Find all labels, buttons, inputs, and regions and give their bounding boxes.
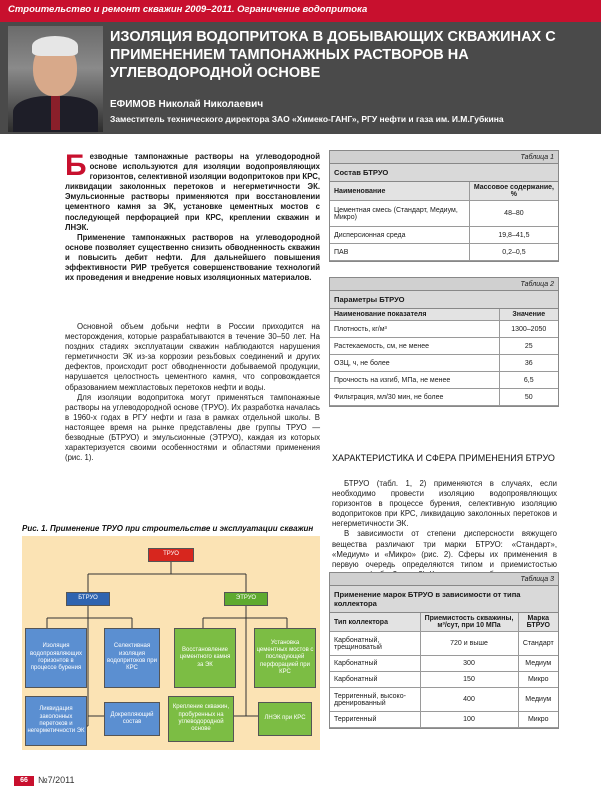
table-cell: Терригенный (330, 712, 420, 728)
table-row (330, 672, 558, 688)
table-cell: 400 (420, 688, 518, 712)
figure-diagram (22, 536, 320, 750)
body-text-left (65, 322, 320, 463)
body-paragraph-1: Основной объем добычи нефти в России приходится на месторождения, которые разрабатываются в течение 30–50 лет. На поздних стадиях эксплуатации скважин наблюдаются нарушения герметичности ЭК из-за коррозии резьбовых соединений и других дефектов, происходит рост обводненности добываемой продукции, нарушается целостность цементного камня, что сопровождается образованием межпластовых перетоков нефти и воды. (65, 322, 320, 392)
table-row (330, 321, 558, 338)
table-2-title: Параметры БТРУО (330, 291, 558, 309)
running-header-bar (0, 0, 601, 22)
table-1 (329, 150, 559, 262)
table-3 (329, 572, 559, 729)
table-row (330, 338, 558, 355)
node-etruo-restore: Восстановление цементного камня за ЭК (174, 628, 236, 688)
table-cell: 6,5 (499, 372, 558, 389)
author-photo (8, 26, 103, 132)
node-btruo-isolation: Изоляция водопроявляющих горизонтов в процессе бурения (25, 628, 87, 688)
table-3-caption: Таблица 3 (330, 573, 558, 586)
figure-caption: Рис. 1. Применение ТРУО при строительстве и эксплуатации скважин (22, 524, 314, 533)
body-text-right (332, 479, 557, 580)
drop-cap: Б (65, 149, 87, 182)
table-3-head-type: Тип коллектора (330, 613, 420, 632)
page-number: 66 (14, 776, 34, 786)
table-row (330, 244, 558, 261)
table-1-title: Состав БТРУО (330, 164, 558, 182)
table-cell: Микро (518, 672, 558, 688)
running-title: Строительство и ремонт скважин 2009–2011. Ограничение водопритока (8, 4, 368, 15)
table-cell: 1300–2050 (499, 321, 558, 338)
table-2-caption: Таблица 2 (330, 278, 558, 291)
table-3-title: Применение марок БТРУО в зависимости от типа коллектора (330, 586, 558, 613)
table-cell: ОЗЦ, ч, не более (330, 355, 499, 372)
table-cell: Медиум (518, 656, 558, 672)
node-btruo-additional: Докрепляющий состав (104, 702, 160, 736)
table-row (330, 201, 558, 227)
table-row (330, 656, 558, 672)
table-2 (329, 277, 559, 407)
table-cell: 720 и выше (420, 632, 518, 656)
table-row (330, 355, 558, 372)
table-1-head-content: Массовое содержание, % (469, 182, 558, 201)
table-cell: Терригенный, высоко-дренированный (330, 688, 420, 712)
author-name: ЕФИМОВ Николай Николаевич (110, 99, 264, 110)
table-cell: Стандарт (518, 632, 558, 656)
node-truo: ТРУО (148, 548, 194, 562)
table-row (330, 389, 558, 406)
table-cell: 19,8–41,5 (469, 227, 558, 244)
section-heading: ХАРАКТЕРИСТИКА И СФЕРА ПРИМЕНЕНИЯ БТРУО (332, 453, 555, 463)
table-cell: Дисперсионная среда (330, 227, 469, 244)
lead-paragraph-2: Применение тампонажных растворов на углеводородной основе позволяет существенно снизить обводненность скважин и повысить дебит нефти. Для дальнейшего повышения эффективности РИР требуется совершенствование технологий их проведения и внедрение новых изоляционных материалов. (65, 232, 320, 283)
node-btruo-liquidation: Ликвидация заколонных перетоков и негерметичности ЭК (25, 696, 87, 746)
body-paragraph-2: Для изоляции водопритока могут применяться тампонажные растворы на углеводородной основе (ТРУО). Их разработка началась в 1960-х годах в РГУ нефти и газа в рамках отдельной школы. В настоящее время на рынке представлены две группы ТРУО — безводные (БТРУО) и эмульсионные (ЭТРУО), каждая из которых характеризуется своими особенностями и областями применения (рис. 1). (65, 392, 320, 463)
node-etruo-bridges: Установка цементных мостов с последующей перфорацией при КРС (254, 628, 316, 688)
table-cell: Прочность на изгиб, МПа, не менее (330, 372, 499, 389)
node-btruo-selective: Селективная изоляция водопритоков при КРС (104, 628, 160, 688)
table-cell: 48–80 (469, 201, 558, 227)
table-cell: 25 (499, 338, 558, 355)
table-cell: Растекаемость, см, не менее (330, 338, 499, 355)
table-cell: Фильтрация, мл/30 мин, не более (330, 389, 499, 406)
issue-number: №7/2011 (38, 775, 75, 785)
table-cell: Микро (518, 712, 558, 728)
table-cell: 100 (420, 712, 518, 728)
table-cell: Карбонатный (330, 656, 420, 672)
table-3-head-injectivity: Приемистость скважины, м³/сут, при 10 МПа (420, 613, 518, 632)
node-etruo: ЭТРУО (224, 592, 268, 606)
table-cell: 150 (420, 672, 518, 688)
table-cell: Медиум (518, 688, 558, 712)
table-row (330, 632, 558, 656)
table-cell: 50 (499, 389, 558, 406)
table-cell: Карбонатный, трещиноватый (330, 632, 420, 656)
table-row (330, 372, 558, 389)
table-cell: 300 (420, 656, 518, 672)
lead-paragraph-1: езводные тампонажные растворы на углеводородной основе используются для изоляции водопроявляющих горизонтов, селективной изоляции водопритоков при КРС, ликвидации заколонных перетоков и негерметичности ЭК. Эмульсионные растворы применяются при восстановлении цементного камня за ЭК, установке цементных мостов с последующей перфорацией при КРС, креплении скважин и ЛНЭК. (65, 152, 320, 232)
table-cell: ПАВ (330, 244, 469, 261)
table-cell: Цементная смесь (Стандарт, Медиум, Микро) (330, 201, 469, 227)
table-3-head-grade: Марка БТРУО (518, 613, 558, 632)
table-cell: 0,2–0,5 (469, 244, 558, 261)
table-row (330, 712, 558, 728)
table-1-caption: Таблица 1 (330, 151, 558, 164)
article-title: ИЗОЛЯЦИЯ ВОДОПРИТОКА В ДОБЫВАЮЩИХ СКВАЖИНАХ С ПРИМЕНЕНИЕМ ТАМПОНАЖНЫХ РАСТВОРОВ НА УГЛЕВОДОРОДНОЙ ОСНОВЕ (110, 29, 556, 81)
table-2-head-name: Наименование показателя (330, 309, 499, 321)
node-etruo-casing: Крепление скважин, пробуренных на углеводородной основе (168, 696, 234, 742)
table-2-head-value: Значение (499, 309, 558, 321)
table-row (330, 688, 558, 712)
lead-paragraphs (65, 149, 320, 283)
table-1-head-name: Наименование (330, 182, 469, 201)
table-cell: Плотность, кг/м³ (330, 321, 499, 338)
table-row (330, 227, 558, 244)
node-btruo: БТРУО (66, 592, 110, 606)
section-paragraph-2: В зависимости от степени дисперсности вяжущего вещества различают три марки БТРУО: «Стандарт», «Медиум» и «Микро» (рис. 2). Сферы их применения в первую очередь определяются типом и приемистостью (332, 529, 557, 569)
author-position: Заместитель технического директора ЗАО «Химеко-ГАНГ», РГУ нефти и газа им. И.М.Губкина (110, 114, 504, 124)
node-etruo-lnek: ЛНЭК при КРС (258, 702, 312, 736)
section-paragraph-1: БТРУО (табл. 1, 2) применяются в случаях, если необходимо провести изоляцию водопроявляющих горизонтов в процессе бурения, селективную изоляцию водопритоков при КРС, ликвидацию заколонных перетоков и негерметичности ЭК. (332, 479, 557, 529)
table-cell: Карбонатный (330, 672, 420, 688)
table-cell: 36 (499, 355, 558, 372)
